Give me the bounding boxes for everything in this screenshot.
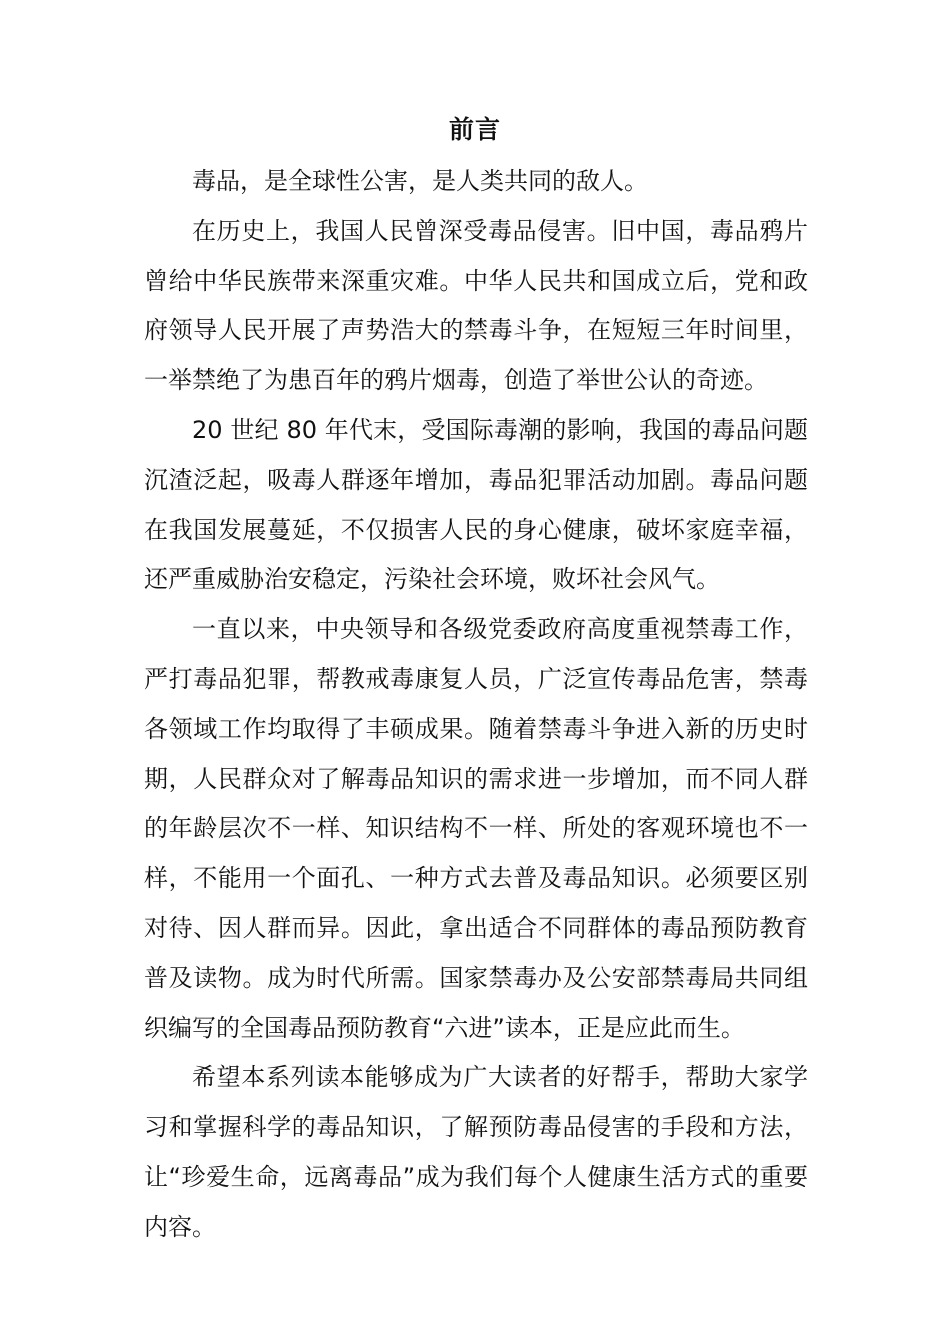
- paragraph-1: 毒品，是全球性公害，是人类共同的敌人。: [192, 167, 648, 195]
- paragraph-3: 20 世纪 80 年代末，受国际毒潮的影响，我国的毒品问题沉渣泛起，吸毒人群逐年增加，毒品犯罪活动加剧。毒品问题在我国发展蔓延，不仅损害人民的身心健康，破坏家庭幸福，还严重威胁治安稳定，污染社会环境，败坏社会风气。: [144, 415, 808, 594]
- paragraph-5: 希望本系列读本能够成为广大读者的好帮手，帮助大家学习和掌握科学的毒品知识，了解预防毒品侵害的手段和方法，让“珍爱生命，远离毒品”成为我们每个人健康生活方式的重要内容。: [144, 1063, 808, 1241]
- document-body: [144, 157, 808, 1253]
- page-title: 前言: [448, 115, 501, 144]
- paragraph-4: 一直以来，中央领导和各级党委政府高度重视禁毒工作，严打毒品犯罪，帮教戒毒康复人员，广泛宣传毒品危害，禁毒各领域工作均取得了丰硕成果。随着禁毒斗争进入新的历史时期，人民群众对了解毒品知识的需求进一步增加，而不同人群的年龄层次不一样、知识结构不一样、所处的客观环境也不一样，不能用一个面孔、一种方式去普及毒品知识。必须要区别对待、因人群而异。因此，拿出适合不同群体的毒品预防教育普及读物。成为时代所需。国家禁毒办及公安部禁毒局共同组织编写的全国毒品预防教育“六进”读本，正是应此而生。: [144, 615, 808, 1042]
- paragraph-2: 在历史上，我国人民曾深受毒品侵害。旧中国，毒品鸦片曾给中华民族带来深重灾难。中华人民共和国成立后，党和政府领导人民开展了声势浩大的禁毒斗争，在短短三年时间里，一举禁绝了为患百年的鸦片烟毒，创造了举世公认的奇迹。: [144, 216, 808, 395]
